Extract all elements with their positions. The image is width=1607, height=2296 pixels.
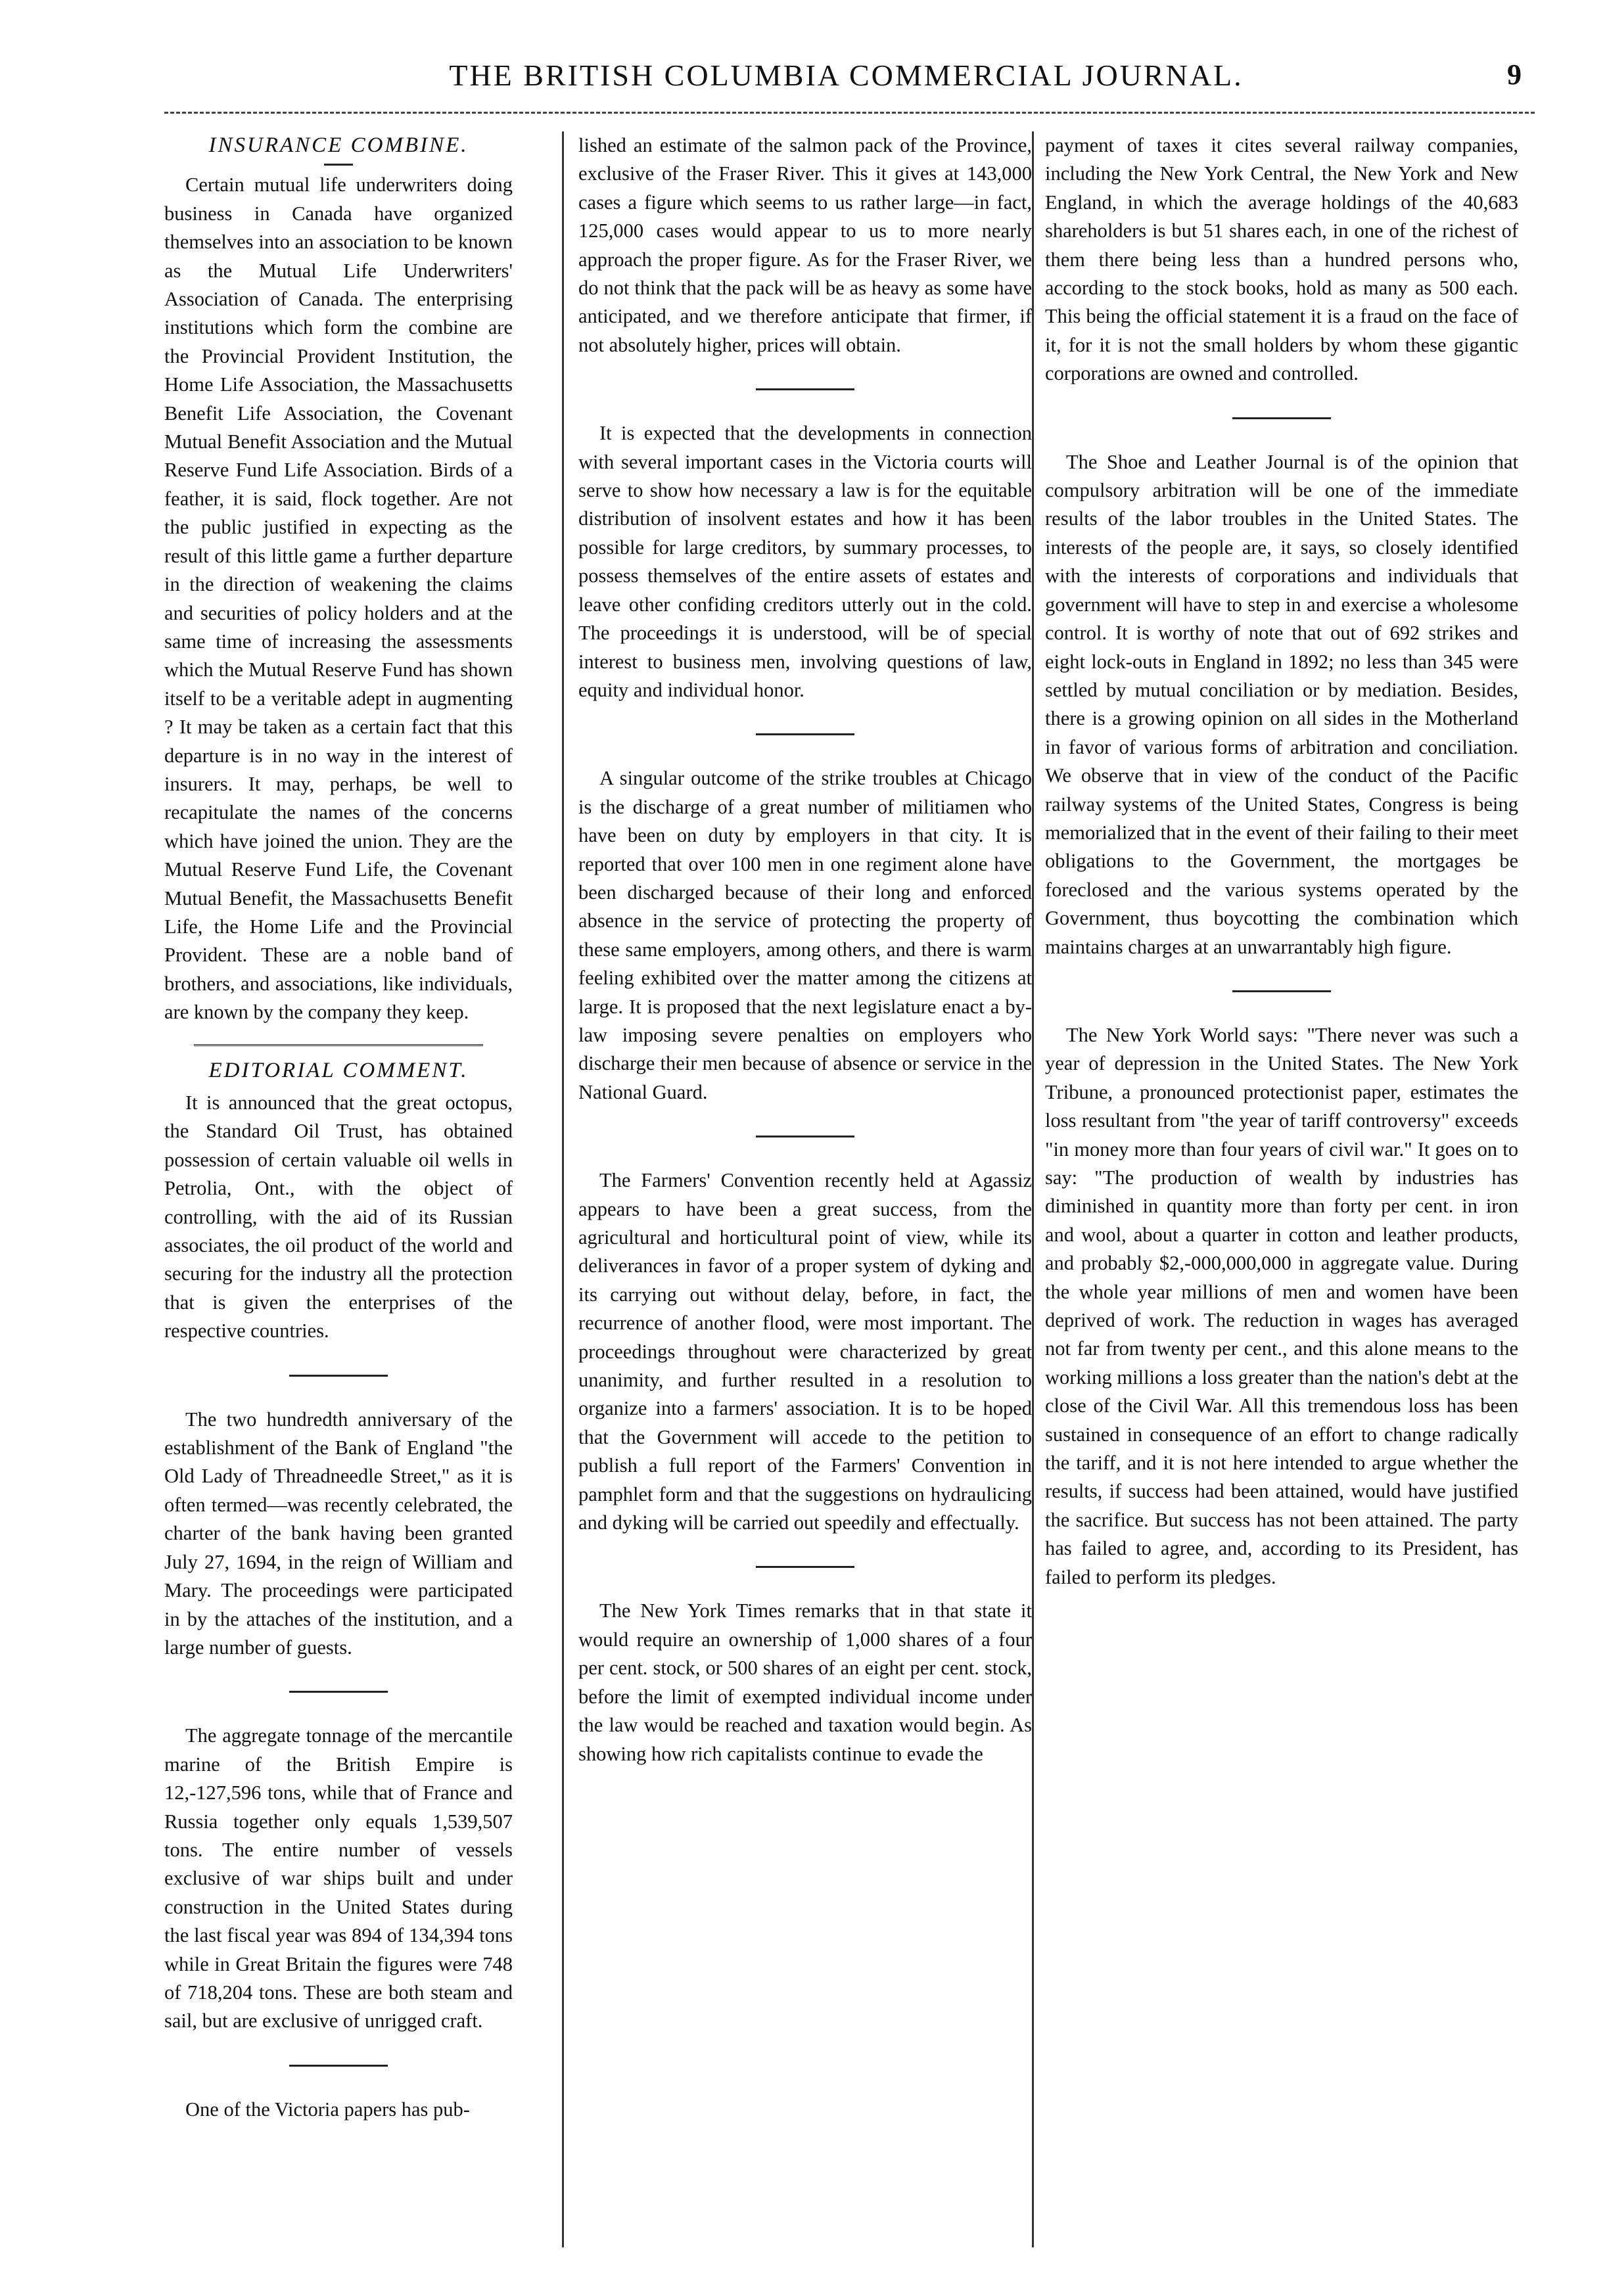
article-paragraph: One of the Victoria papers has pub- (185, 2098, 470, 2121)
article-paragraph: A singular outcome of the strike troubles at Chicago is the discharge of a great number of militiamen who have been on duty by employers in that city. It is reported that over 100 men in one regiment alone have been discharged because of their long and enforced absence in the service of protecting the property of these same employers, among others, and there is warm feeling exhibited over the matter among the citizens at large. It is proposed that the next legislature enact a by-law imposing severe penalties on employers who discharge their men because of absence or service in the National Guard. (578, 767, 1032, 1103)
article-divider (756, 1136, 854, 1137)
article-paragraph: lished an estimate of the salmon pack of the Province, exclusive of the Fraser River. This it gives at 143,000 cases a figure which seems to us rather large—in fact, 125,000 cases would appear to us to more nearly approach the proper figure. As for the Fraser River, we do not think that the pack will be as heavy as some have anticipated, and we therefore anticipate that firmer, if not absolutely higher, prices will obtain. (578, 134, 1032, 356)
article-divider (289, 2065, 388, 2067)
heading-underline (324, 164, 353, 166)
article-divider (289, 1691, 388, 1693)
section-heading-editorial-comment: EDITORIAL COMMENT. (208, 1058, 469, 1082)
article-divider (1232, 990, 1331, 992)
article-paragraph: It is announced that the great octopus, the Standard Oil Trust, has obtained possession of certain valuable oil wells in Petrolia, Ont., with the object of controlling, with the aid of its Russian associates, the oil product of the world and securing for the industry all the protection that is given the enterprises of the respective countries. (164, 1091, 513, 1343)
journal-title: THE BRITISH COLUMBIA COMMERCIAL JOURNAL. (449, 58, 1244, 92)
article-divider (1232, 417, 1331, 419)
article-paragraph: The aggregate tonnage of the mercantile marine of the British Empire is 12,-127,596 tons, while that of France and Russia together only equals 1,539,507 tons. The entire number of vessels exclusive of war ships built and under construction in the United States during the last fiscal year was 894 of 134,394 tons while in Great Britain the figures were 748 of 718,204 tons. These are both steam and sail, but are exclusive of unrigged craft. (164, 1724, 513, 2032)
article-divider (756, 733, 854, 735)
article-paragraph: The New York World says: "There never was such a year of depression in the United States. The New York Tribune, a pronounced protectionist paper, estimates the loss resultant from "the year of tariff controversy" exceeds "in money more than four years of civil war." It goes on to say: "The production of wealth by industries has diminished in quantity more than forty per cent. in iron and wool, about a quarter in cotton and leather products, and probably $2,-000,000,000 in aggregate value. During the whole year millions of men and women have been deprived of work. The reduction in wages has averaged not far from twenty per cent., and this alone means to the working millions a loss greater than the nation's debt at the close of the Civil War. All this tremendous loss has been sustained in consequence of an effort to change radically the tariff, and it is not here intended to argue whether the results, if success had been attained, would have justified the sacrifice. But success has not been attained. The party has failed to agree, and, according to its President, has failed to perform its pledges. (1045, 1023, 1518, 1588)
article-paragraph: The New York Times remarks that in that state it would require an ownership of 1,000 shares of a four per cent. stock, or 500 shares of an eight per cent. stock, before the limit of exempted individual income under the law would be reached and taxation would begin. As showing how rich capitalists continue to evade the (578, 1599, 1032, 1765)
column-2 (578, 131, 1032, 2247)
article-divider (289, 1375, 388, 1377)
column-3 (1045, 131, 1518, 2247)
section-divider (194, 1044, 483, 1046)
masthead (164, 58, 1528, 104)
article-paragraph: The Farmers' Convention recently held at Agassiz appears to have been a great success, from the agricultural and horticultural point of view, while its deliverances in favor of a proper system of dyking and its carrying out without delay, before, in fact, the recurrence of another flood, were most important. The proceedings throughout were characterized by great unanimity, and further resulted in a resolution to organize into a farmers' association. It is to be hoped that the Government will accede to the petition to publish a full report of the Farmers' Convention in pamphlet form and that the suggestions on hydraulicing and dyking will be carried out speedily and effectually. (578, 1169, 1032, 1534)
column-divider (1032, 131, 1034, 2247)
column-divider (562, 131, 564, 2247)
article-paragraph: It is expected that the developments in connection with several important cases in the Victoria courts will serve to show how necessary a law is for the equitable distribution of insolvent estates and how it has been possible for large creditors, by summary processes, to possess themselves of the entire assets of estates and leave other confiding creditors utterly out in the cold. The proceedings it is understood, will be of special interest to business men, involving questions of law, equity and individual honor. (578, 422, 1032, 701)
header-rule (164, 112, 1535, 114)
article-paragraph: The Shoe and Leather Journal is of the opinion that compulsory arbitration will be one of the immediate results of the labor troubles in the United States. The interests of the people are, it says, so closely identified with the interests of corporations and individuals that government will have to step in and exercise a wholesome control. It is worthy of note that out of 692 strikes and eight lock-outs in England in 1892; no less than 345 were settled by mutual conciliation or by mediation. Besides, there is a growing opinion on all sides in the Motherland in favor of various forms of arbitration and conciliation. We observe that in view of the conduct of the Pacific railway systems of the United States, Congress is being memorialized that in the event of their failing to their meet obligations to the Government, the mortgages be foreclosed and the various systems operated by the Government, thus boycotting the combination which maintains charges at an unwarrantably high figure. (1045, 450, 1518, 958)
article-paragraph: The two hundredth anniversary of the establishment of the Bank of England "the Old Lady of Threadneedle Street," as it is often termed—was recently celebrated, the charter of the bank having been granted July 27, 1694, in the reign of William and Mary. The proceedings were participated in by the attaches of the institution, and a large number of guests. (164, 1408, 513, 1659)
article-paragraph: Certain mutual life underwriters doing business in Canada have organized themselves into an association to be known as the Mutual Life Underwriters' Association of Canada. The enterprising institutions which form the combine are the Provincial Provident Institution, the Home Life Association, the Massachusetts Benefit Life Association, the Covenant Mutual Benefit Association and the Mutual Reserve Fund Life Association. Birds of a feather, it is said, flock together. Are not the public justified in expecting as the result of this little game a further departure in the direction of weakening the claims and securities of policy holders and at the same time of increasing the assessments which the Mutual Reserve Fund has shown itself to be a veritable adept in augmenting ? It may be taken as a certain fact that this departure is in no way in the interest of insurers. It may, perhaps, be well to recapitulate the names of the concerns which have joined the union. They are the Mutual Reserve Fund Life, the Covenant Mutual Benefit, the Massachusetts Benefit Life, the Home Life and the Provincial Provident. These are a noble band of brothers, and associations, like individuals, are known by the company they keep. (164, 173, 513, 1024)
article-paragraph: payment of taxes it cites several railway companies, including the New York Central, the New York and New England, in which the average holdings of the 40,683 shareholders is but 51 shares each, in one of the richest of them there being less than a hundred persons who, according to the stock books, hold as many as 500 each. This being the official statement it is a fraud on the face of it, for it is not the small holders by whom these gigantic corporations are owned and controlled. (1045, 134, 1518, 385)
article-divider (756, 1566, 854, 1568)
section-heading-insurance-combine: INSURANCE COMBINE. (208, 133, 469, 157)
column-1 (164, 131, 513, 2247)
page-number: 9 (1507, 58, 1522, 91)
article-divider (756, 388, 854, 390)
